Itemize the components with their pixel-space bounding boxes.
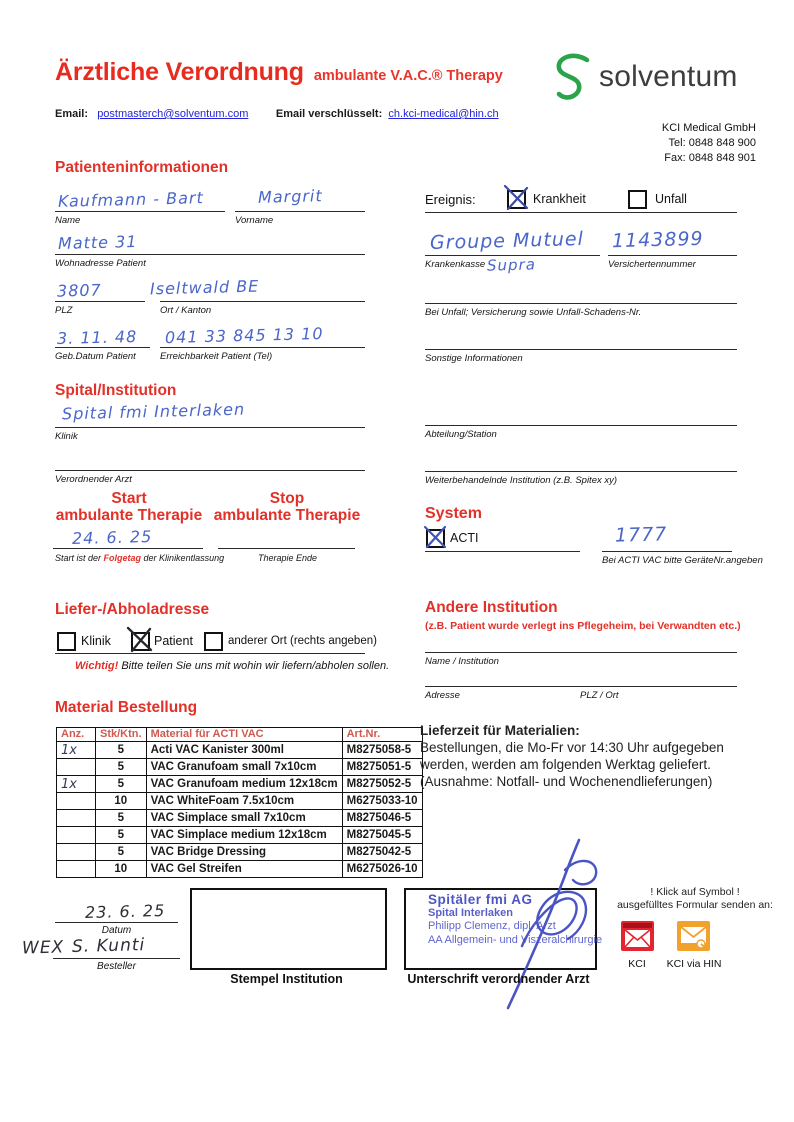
vorname-label: Vorname — [235, 215, 274, 226]
cell-anz — [57, 810, 96, 827]
section-patient-heading: Patienteninformationen — [55, 159, 229, 176]
col-artnr-header: Art.Nr. — [342, 728, 422, 742]
field-underline — [55, 470, 365, 471]
cell-name: VAC Granufoam small 7x10cm — [146, 759, 342, 776]
field-underline — [425, 652, 737, 653]
company-tel: Tel: 0848 848 900 — [668, 137, 756, 149]
company-fax: Fax: 0848 848 901 — [664, 152, 756, 164]
field-underline — [425, 686, 737, 687]
cell-anz: 1x — [57, 742, 96, 759]
field-underline — [425, 212, 737, 213]
field-underline — [55, 653, 365, 654]
material-table-row — [57, 793, 423, 810]
section-liefer-heading: Liefer-/Abholadresse — [55, 601, 210, 618]
arzt-stamp: Spitäler fmi AG Spital Interlaken Philipp Clemenz, dipl. Arzt AA Allgemein- und Viszeralchirurgie — [428, 892, 603, 946]
cell-stk: 5 — [96, 776, 147, 793]
cell-name: Acti VAC Kanister 300ml — [146, 742, 342, 759]
page-title: Ärztliche Verordnung — [55, 58, 304, 86]
krankenkasse-value: Groupe Mutuel — [429, 227, 585, 255]
cell-anz — [57, 793, 96, 810]
section-system-heading: System — [425, 505, 482, 522]
liefer-patient-label: Patient — [154, 634, 193, 648]
field-underline — [53, 548, 203, 549]
cell-anz — [57, 759, 96, 776]
field-underline — [55, 347, 150, 348]
checkbox-liefer-anderer — [204, 632, 223, 651]
versichertennummer-label: Versichertennummer — [608, 259, 696, 270]
klinik-label: Klinik — [55, 431, 78, 442]
stempel-caption: Stempel Institution — [230, 972, 343, 986]
cell-stk: 5 — [96, 827, 147, 844]
field-underline — [55, 301, 145, 302]
klinik-value: Spital fmi Interlaken — [61, 399, 246, 424]
cell-stk: 5 — [96, 844, 147, 861]
abteilung-label: Abteilung/Station — [425, 429, 497, 440]
gebdatum-label: Geb.Datum Patient — [55, 351, 136, 362]
cell-art: M6275033-10 — [342, 793, 422, 810]
cell-art: M6275026-10 — [342, 861, 422, 878]
solventum-logo-text: solventum — [599, 60, 738, 93]
field-underline — [425, 349, 737, 350]
start-caption: Start ist der Folgetag der Klinikentlassung — [55, 553, 225, 563]
field-underline — [55, 254, 365, 255]
liefer-anderer-label: anderer Ort (rechts angeben) — [228, 635, 377, 647]
tel-value: 041 33 845 13 10 — [164, 323, 324, 348]
andere-name-label: Name / Institution — [425, 656, 499, 667]
cell-stk: 5 — [96, 742, 147, 759]
field-underline — [55, 427, 365, 428]
kci-mail-icon[interactable] — [621, 921, 654, 951]
andere-subheading: (z.B. Patient wurde verlegt ins Pflegeheim, bei Verwandten etc.) — [425, 620, 741, 632]
sonstige-label: Sonstige Informationen — [425, 353, 523, 364]
ereignis-label: Ereignis: — [425, 192, 476, 207]
krankenkasse-label: Krankenkasse — [425, 259, 486, 270]
gebdatum-value: 3. 11. 48 — [56, 326, 138, 349]
cell-anz — [57, 827, 96, 844]
field-underline — [425, 255, 600, 256]
stop-therapie-heading: Stop ambulante Therapie — [213, 490, 361, 524]
material-table-row — [57, 742, 423, 759]
material-table-row — [57, 827, 423, 844]
material-table-row — [57, 861, 423, 878]
section-material-heading: Material Bestellung — [55, 699, 198, 716]
field-underline — [425, 471, 737, 472]
name-label: Name — [55, 215, 81, 226]
acti-label: ACTI — [450, 531, 479, 545]
field-underline — [55, 922, 178, 923]
lieferzeit-block: Lieferzeit für Materialien: Bestellungen, die Mo-Fr vor 14:30 Uhr aufgegeben werden, werden am folgenden Werktag geliefert. (Ausnahme: Notfall- und Wochenendlieferungen) — [420, 723, 724, 789]
material-table-row — [57, 844, 423, 861]
cell-stk: 10 — [96, 793, 147, 810]
geraetenr-value: 1777 — [614, 523, 668, 547]
field-underline — [53, 958, 180, 959]
field-underline — [160, 347, 365, 348]
cell-name: VAC Granufoam medium 12x18cm — [146, 776, 342, 793]
vorname-value: Margrit — [257, 186, 323, 207]
field-underline — [425, 303, 737, 304]
cell-anz — [57, 844, 96, 861]
start-therapie-heading: Start ambulante Therapie — [55, 490, 203, 524]
checkbox-liefer-patient — [131, 632, 150, 651]
section-andere-heading: Andere Institution — [425, 599, 558, 616]
field-underline — [608, 255, 737, 256]
field-underline — [218, 548, 355, 549]
company-block — [580, 121, 756, 166]
col-material-header: Material für ACTI VAC — [146, 728, 342, 742]
field-underline — [425, 425, 737, 426]
checkbox-krankheit — [507, 190, 526, 209]
company-name: KCI Medical GmbH — [661, 122, 756, 134]
besteller-value: S. Kunti — [71, 935, 146, 957]
page-subtitle: ambulante V.A.C.® Therapy — [313, 68, 503, 84]
adresse-label: Wohnadresse Patient — [55, 258, 146, 269]
start-datum-value: 24. 6. 25 — [71, 526, 153, 549]
lieferzeit-heading: Lieferzeit für Materialien: — [420, 723, 580, 738]
andere-adresse-label: Adresse — [425, 690, 460, 701]
cell-stk: 10 — [96, 861, 147, 878]
material-table-row — [57, 776, 423, 793]
email-enc-link[interactable]: ch.kci-medical@hin.ch — [388, 108, 499, 120]
cell-anz — [57, 861, 96, 878]
weiterbehandelnde-label: Weiterbehandelnde Institution (z.B. Spitex xy) — [425, 475, 618, 486]
arzt-label: Verordnender Arzt — [55, 474, 132, 485]
email-row — [55, 108, 499, 120]
andere-plz-label: PLZ / Ort — [580, 690, 619, 701]
cell-art: M8275051-5 — [342, 759, 422, 776]
cell-name: VAC Simplace medium 12x18cm — [146, 827, 342, 844]
cell-art: M8275046-5 — [342, 810, 422, 827]
email-label: Email: — [55, 108, 89, 120]
field-underline — [160, 301, 365, 302]
field-underline — [55, 211, 225, 212]
solventum-logo-icon — [549, 52, 593, 102]
cell-name: VAC Simplace small 7x10cm — [146, 810, 342, 827]
checkbox-acti — [426, 529, 445, 548]
material-table-header — [57, 728, 423, 742]
wichtig-note: Wichtig! Bitte teilen Sie uns mit wohin wir liefern/abholen sollen. — [75, 660, 390, 672]
material-table-row — [57, 810, 423, 827]
col-anz-header: Anz. — [57, 728, 96, 742]
field-underline — [602, 551, 732, 552]
col-stk-header: Stk/Ktn. — [96, 728, 147, 742]
cell-art: M8275052-5 — [342, 776, 422, 793]
checkbox-liefer-klinik — [57, 632, 76, 651]
krankheit-label: Krankheit — [533, 192, 586, 206]
cell-art: M8275045-5 — [342, 827, 422, 844]
cell-name: VAC Bridge Dressing — [146, 844, 342, 861]
unfall-nr-label: Bei Unfall; Versicherung sowie Unfall-Schadens-Nr. — [425, 307, 642, 318]
unterschrift-caption: Unterschrift verordnender Arzt — [407, 972, 590, 986]
solventum-logo — [549, 52, 738, 102]
kci-icon-label: KCI — [628, 958, 646, 970]
field-underline — [235, 211, 365, 212]
ort-value: Iseltwald BE — [149, 276, 260, 299]
cell-anz: 1x — [57, 776, 96, 793]
section-spital-heading: Spital/Institution — [55, 382, 177, 399]
krankenkasse-value2: Supra — [486, 255, 537, 275]
ort-label: Ort / Kanton — [160, 305, 212, 316]
versichertennummer-value: 1143899 — [611, 227, 704, 253]
geraetenr-label: Bei ACTI VAC bitte GeräteNr.angeben — [602, 555, 763, 566]
material-table-row — [57, 759, 423, 776]
tel-label: Erreichbarkeit Patient (Tel) — [160, 351, 273, 362]
kci-hin-mail-icon[interactable] — [677, 921, 710, 951]
liefer-klinik-label: Klinik — [81, 634, 111, 648]
name-value: Kaufmann - Bart — [57, 188, 204, 211]
stempel-box — [190, 888, 387, 970]
stop-caption: Therapie Ende — [257, 553, 318, 563]
email-enc-label: Email verschlüsselt: — [275, 108, 383, 120]
unfall-label: Unfall — [655, 192, 687, 206]
datum-label: Datum — [101, 925, 132, 936]
besteller-label: Besteller — [97, 961, 136, 972]
plz-label: PLZ — [55, 305, 73, 316]
plz-value: 3807 — [56, 280, 102, 301]
cell-stk: 5 — [96, 810, 147, 827]
email-link[interactable]: postmasterch@solventum.com — [97, 108, 249, 120]
adresse-value: Matte 31 — [57, 231, 138, 254]
hin-icon-label: KCI via HIN — [666, 958, 722, 970]
cell-name: VAC Gel Streifen — [146, 861, 342, 878]
cell-art: M8275058-5 — [342, 742, 422, 759]
besteller-prefix: WEX — [21, 937, 65, 959]
material-table — [56, 727, 423, 878]
checkbox-unfall — [628, 190, 647, 209]
field-underline — [425, 551, 580, 552]
form-title-row — [55, 58, 503, 87]
cell-art: M8275042-5 — [342, 844, 422, 861]
datum-value: 23. 6. 25 — [84, 900, 166, 923]
cell-name: VAC WhiteFoam 7.5x10cm — [146, 793, 342, 810]
cell-stk: 5 — [96, 759, 147, 776]
send-note: ! Klick auf Symbol ! ausgefülltes Formular senden an: — [617, 886, 773, 911]
